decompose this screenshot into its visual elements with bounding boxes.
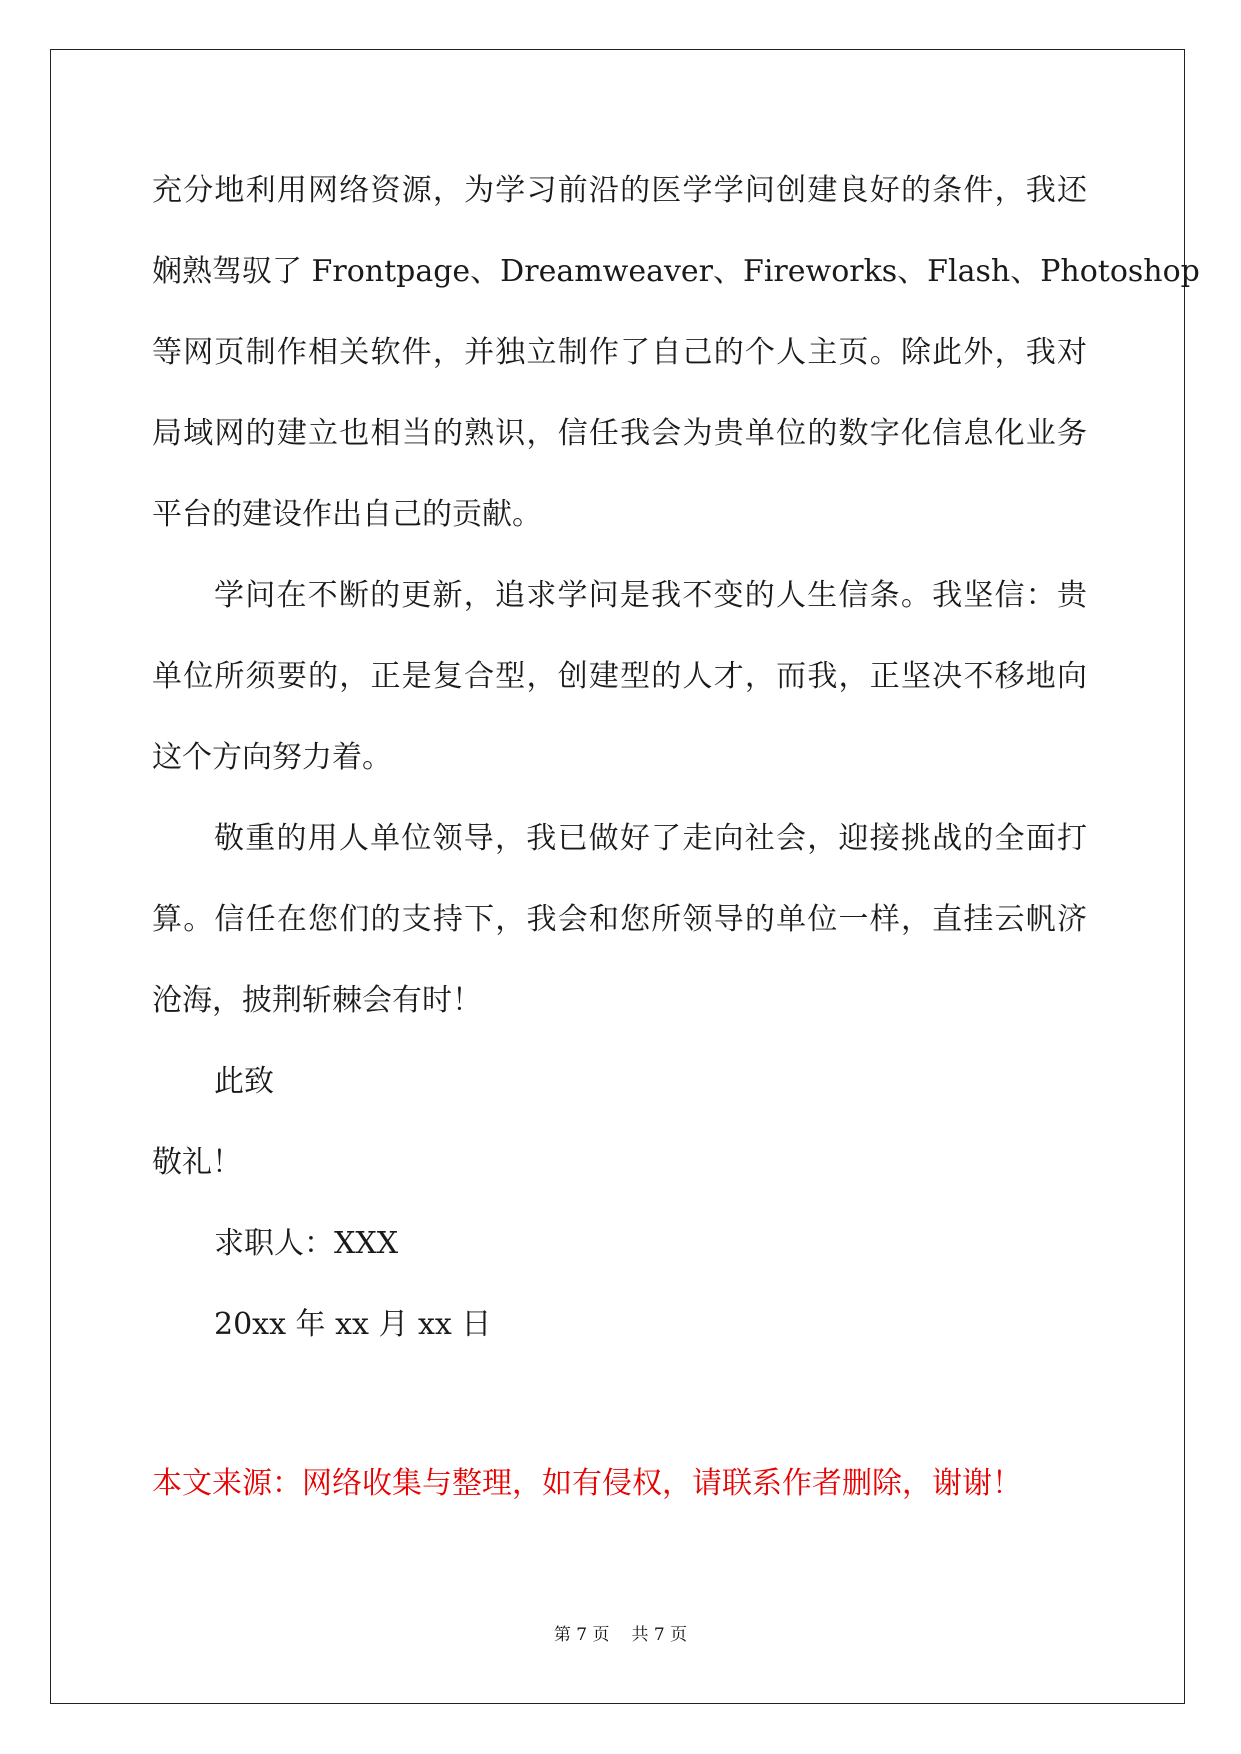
paragraph-line: 充分地利用网络资源，为学习前沿的医学学问创建良好的条件，我还	[152, 173, 1087, 208]
paragraph-line: 娴熟驾驭了 Frontpage、Dreamweaver、Fireworks、Flash、Photoshop	[152, 254, 1200, 289]
paragraph-line: 敬重的用人单位领导，我已做好了走向社会，迎接挑战的全面打	[214, 821, 1087, 856]
signature: 求职人：XXX	[214, 1226, 399, 1261]
salutation: 敬礼！	[152, 1145, 242, 1180]
page-number-current: 第 7 页	[553, 1625, 610, 1645]
source-note: 本文来源：网络收集与整理，如有侵权，请联系作者删除，谢谢！	[152, 1466, 1022, 1501]
closing-phrase: 此致	[214, 1064, 274, 1099]
paragraph-line: 单位所须要的，正是复合型，创建型的人才，而我，正坚决不移地向	[152, 659, 1087, 694]
page-footer	[0, 1623, 1241, 1647]
page-number-total: 共 7 页	[631, 1625, 688, 1645]
paragraph-line: 等网页制作相关软件，并独立制作了自己的个人主页。除此外，我对	[152, 335, 1087, 370]
paragraph-line: 算。信任在您们的支持下，我会和您所领导的单位一样，直挂云帆济	[152, 902, 1087, 937]
paragraph-line: 这个方向努力着。	[152, 740, 392, 775]
paragraph-line: 平台的建设作出自己的贡献。	[152, 497, 542, 532]
letter-body	[152, 166, 1200, 1381]
paragraph-line: 局域网的建立也相当的熟识，信任我会为贵单位的数字化信息化业务	[152, 416, 1087, 451]
paragraph-line: 沧海，披荆斩棘会有时！	[152, 983, 482, 1018]
paragraph-line: 学问在不断的更新，追求学问是我不变的人生信条。我坚信：贵	[214, 578, 1087, 613]
date: 20xx 年 xx 月 xx 日	[214, 1307, 492, 1342]
